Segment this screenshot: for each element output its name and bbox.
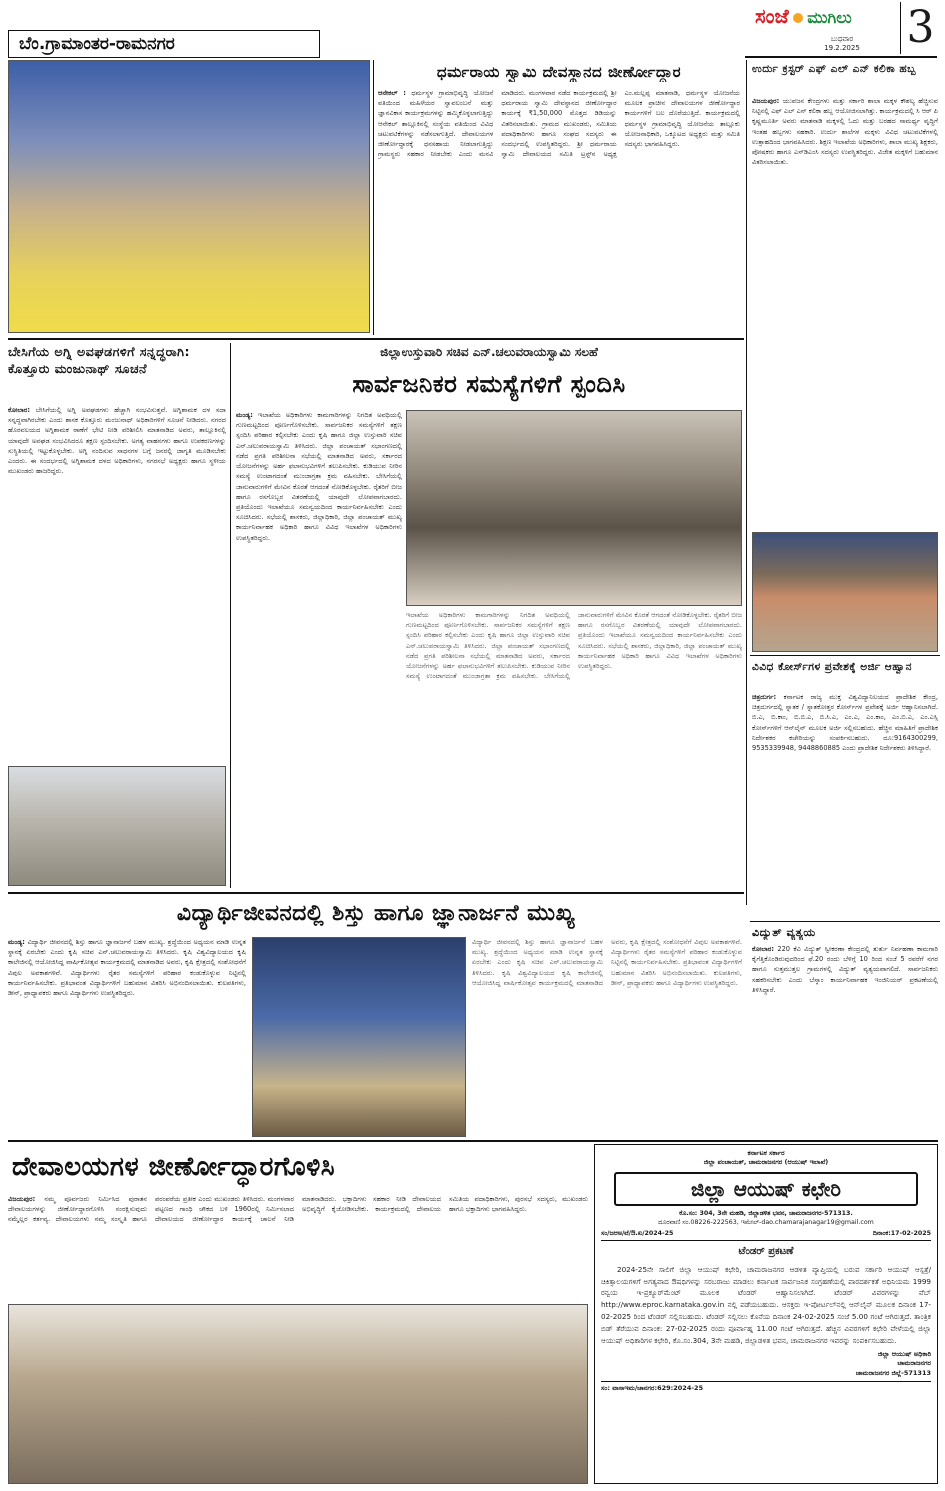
- story1-dateline: ಆನೇಕಲ್ :: [378, 89, 406, 97]
- story6-body: [752, 944, 938, 1134]
- story5-body: [752, 692, 938, 918]
- story4-body-right: [406, 610, 742, 888]
- tender-ref-no: ಸಂ/ಜಆಅ/ಟೆ/ಔ.ಖ/2024-25: [601, 1230, 674, 1238]
- section-label-box: [8, 30, 320, 58]
- story1-headline: ಧರ್ಮರಾಯ ಸ್ವಾಮಿ ದೇವಸ್ಥಾನದ ಜೀರ್ಣೋದ್ಧಾರ: [436, 63, 682, 81]
- story5-headline: ವಿವಿಧ ಕೋರ್ಸ್‌ಗಳ ಪ್ರವೇಶಕ್ಕೆ ಅರ್ಜಿ ಆಹ್ವಾನ: [752, 661, 912, 673]
- tender-dept-line: ಜಿಲ್ಲಾ ಪಂಚಾಯತ್, ಚಾಮರಾಜನಗರ (ಆಯುಷ್ ಇಲಾಖೆ): [703, 1158, 829, 1167]
- story7-body-right: [472, 937, 742, 1137]
- story8-dateline: ವಿಜಯಪುರ:: [8, 1195, 36, 1203]
- story4-kicker: ಜಿಲ್ಲಾಉಸ್ತುವಾರಿ ಸಚಿವ ಎನ್.ಚಲುವರಾಯಸ್ವಾಮಿ ಸಲಹೆ: [380, 345, 598, 359]
- story7-headline: ವಿದ್ಯಾರ್ಥಿಜೀವನದಲ್ಲಿ ಶಿಸ್ತು ಹಾಗೂ ಜ್ಞಾನಾರ್ಜನೆ ಮುಖ್ಯ: [176, 901, 576, 926]
- story1-text: ಧರ್ಮಸ್ಥಳ ಗ್ರಾಮಾಭಿವೃದ್ಧಿ ಯೋಜನೆ ವತಿಯಿಂದ ಮಹಿಳೆಯರ ಸ್ವಾವಲಂಬನೆ ಮತ್ತು ಜ್ಞಾನವಿಕಾಸ ಕಾರ್ಯಕ್ರಮಗಳನ್ನು ಹಮ್ಮಿಕೊಳ್ಳಲಾಗುತ್ತಿದ್ದು ಆನೇಕಲ್ ತಾಲ್ಲೂಕಿನಲ್ಲಿ ಸಂಸ್ಥೆಯ ವತಿಯಿಂದ ವಿವಿಧ ಚಟುವಟಿಕೆಗಳನ್ನು ನಡೆಸಲಾಗುತ್ತಿದೆ. ದೇವಾಲಯಗಳ ಜೀರ್ಣೋದ್ಧಾರಕ್ಕೆ ಧನಸಹಾಯ ನೀಡಲಾಗುತ್ತಿದ್ದು ಗ್ರಾಮಸ್ಥರು ಸಹಕಾರ ನೀಡಬೇಕು ಎಂದು ಮನವಿ ಮಾಡಿದರು. ಮಂಗಳವಾರ ನಡೆದ ಕಾರ್ಯಕ್ರಮದಲ್ಲಿ ಶ್ರೀ ಧರ್ಮರಾಯ ಸ್ವಾಮಿ ದೇವಸ್ಥಾನದ ಜೀರ್ಣೋದ್ಧಾರ ಕಾರ್ಯಕ್ಕೆ ₹1,50,000 ಮೊತ್ತದ ಡಿಡಿಯನ್ನು ವಿತರಿಸಲಾಯಿತು. ಗ್ರಾಮದ ಮುಖಂಡರು, ಸಮಿತಿಯ ಪದಾಧಿಕಾರಿಗಳು ಹಾಗೂ ಸಂಘದ ಸದಸ್ಯರು ಈ ಸಂದರ್ಭದಲ್ಲಿ ಉಪಸ್ಥಿತರಿದ್ದರು. ಶ್ರೀ ಧರ್ಮರಾಯ ಸ್ವಾಮಿ ದೇವಾಲಯದ ಸಮಿತಿ ಟ್ರಸ್ಟ್‌ನ ಅಧ್ಯಕ್ಷ ಎಂ.ಮಲ್ಲಪ್ಪ ಮಾತನಾಡಿ, ಧರ್ಮಸ್ಥಳ ಯೋಜನೆಯ ಮೂಲಕ ಪ್ರಾಚೀನ ದೇವಾಲಯಗಳ ಜೀರ್ಣೋದ್ಧಾರ ಕಾರ್ಯಗಳಿಗೆ ಬಲ ದೊರೆಯುತ್ತಿದೆ. ಕಾರ್ಯಕ್ರಮದಲ್ಲಿ ಧರ್ಮಸ್ಥಳ ಗ್ರಾಮಾಭಿವೃದ್ಧಿ ಯೋಜನೆಯ ತಾಲ್ಲೂಕು ಯೋಜನಾಧಿಕಾರಿ, ಒಕ್ಕೂಟದ ಅಧ್ಯಕ್ಷರು ಮತ್ತು ಸಮಿತಿ ಸದಸ್ಯರು ಭಾಗವಹಿಸಿದ್ದರು.: [378, 89, 740, 159]
- story7-text: ವಿದ್ಯಾರ್ಥಿ ಜೀವನದಲ್ಲಿ ಶಿಸ್ತು ಹಾಗೂ ಜ್ಞಾನಾರ್ಜನೆ ಬಹಳ ಮುಖ್ಯ. ಶ್ರದ್ಧೆಯಿಂದ ಅಧ್ಯಯನ ಮಾಡಿ ಉನ್ನತ ಸ್ಥಾನಕ್ಕೆ ಏರಬೇಕು ಎಂದು ಕೃಷಿ ಸಚಿವ ಎನ್.ಚಲುವರಾಯಸ್ವಾಮಿ ತಿಳಿಸಿದರು. ಕೃಷಿ ವಿಶ್ವವಿದ್ಯಾಲಯದ ಕೃಷಿ ಕಾಲೇಜಿನಲ್ಲಿ ಆಯೋಜಿಸಿದ್ದ ವಾರ್ಷಿಕೋತ್ಸವ ಕಾರ್ಯಕ್ರಮದಲ್ಲಿ ಮಾತನಾಡಿದ ಅವರು, ಕೃಷಿ ಕ್ಷೇತ್ರದಲ್ಲಿ ಸಂಶೋಧನೆಗೆ ವಿಪುಲ ಅವಕಾಶಗಳಿವೆ. ವಿದ್ಯಾರ್ಥಿಗಳು ರೈತರ ಸಮಸ್ಯೆಗಳಿಗೆ ಪರಿಹಾರ ಕಂಡುಕೊಳ್ಳುವ ನಿಟ್ಟಿನಲ್ಲಿ ಕಾರ್ಯನಿರ್ವಹಿಸಬೇಕು. ಪ್ರತಿಭಾವಂತ ವಿದ್ಯಾರ್ಥಿಗಳಿಗೆ ಬಹುಮಾನ ವಿತರಿಸಿ ಅಭಿನಂದಿಸಲಾಯಿತು. ಕುಲಪತಿಗಳು, ಡೀನ್, ಪ್ರಾಧ್ಯಾಪಕರು ಹಾಗೂ ವಿದ್ಯಾರ್ಥಿಗಳು ಉಪಸ್ಥಿತರಿದ್ದರು.: [8, 938, 246, 998]
- masthead-part1: ಸಂಜೆ: [755, 4, 789, 28]
- story7-dateline: ಮಂಡ್ಯ:: [8, 938, 25, 946]
- story2-body: [752, 96, 938, 528]
- divider: [373, 60, 374, 335]
- kalika-habba-photo: [752, 532, 938, 652]
- story4-headline: ಸಾರ್ವಜನಿಕರ ಸಮಸ್ಯೆಗಳಿಗೆ ಸ್ಪಂದಿಸಿ: [352, 370, 626, 398]
- college-event-photo: [252, 937, 466, 1137]
- story4-dateline: ಮಂಡ್ಯ:: [236, 411, 253, 419]
- story2-headline: ಉರ್ದು ಕ್ರಸ್ಟರ್ ಎಫ್ ಎಲ್ ಎನ್ ಕಲಿಕಾ ಹಬ್ಬ: [752, 63, 916, 75]
- story3-text: ಬೇಸಿಗೆಯಲ್ಲಿ ಅಗ್ನಿ ಅವಘಡಗಳು ಹೆಚ್ಚಾಗಿ ಸಂಭವಿಸುತ್ತವೆ. ಅಗ್ನಿಶಾಮಕ ದಳ ಸದಾ ಸನ್ನದ್ಧವಾಗಿರಬೇಕು ಎಂದು ಶಾಸಕ ಕೊತ್ತೂರು ಮಂಜುನಾಥ್ ಅಧಿಕಾರಿಗಳಿಗೆ ಸೂಚನೆ ನೀಡಿದರು. ನಗರದ ಹೊರವಲಯದ ಅಗ್ನಿಶಾಮಕ ಠಾಣೆಗೆ ಭೇಟಿ ನೀಡಿ ಪರಿಶೀಲಿಸಿ ಮಾತನಾಡಿದ ಅವರು, ತಾಲ್ಲೂಕಿನಲ್ಲಿ ಯಾವುದೇ ಅವಘಡ ಸಂಭವಿಸಿದರೂ ತಕ್ಷಣ ಸ್ಪಂದಿಸಬೇಕು. ಅಗತ್ಯ ವಾಹನಗಳು ಹಾಗೂ ಉಪಕರಣಗಳನ್ನು ಸುಸ್ಥಿತಿಯಲ್ಲಿ ಇಟ್ಟುಕೊಳ್ಳಬೇಕು. ಅಗ್ನಿ ನಂದಿಸುವ ಸಾಧನಗಳ ಬಗ್ಗೆ ಜನರಲ್ಲಿ ಜಾಗೃತಿ ಮೂಡಿಸಬೇಕು ಎಂದರು. ಈ ಸಂದರ್ಭದಲ್ಲಿ ಅಗ್ನಿಶಾಮಕ ದಳದ ಅಧಿಕಾರಿಗಳು, ನಗರಸಭೆ ಅಧ್ಯಕ್ಷರು ಹಾಗೂ ಸ್ಥಳೀಯ ಮುಖಂಡರು ಹಾಜರಿದ್ದರು.: [8, 406, 226, 476]
- story4-body-left: [236, 410, 402, 888]
- story6-dateline: ಕೋಲಾರ:: [752, 945, 775, 953]
- story3-headline: ಬೇಸಿಗೆಯ ಅಗ್ನಿ ಅವಘಡಗಳಿಗೆ ಸನ್ನದ್ಧರಾಗಿ: ಕೊತ್ತೂರು ಮಂಜುನಾಥ್ ಸೂಚನೆ: [8, 344, 191, 376]
- temple-group-photo: [8, 1304, 588, 1484]
- story7-body-left: [8, 937, 246, 1137]
- review-meeting-photo: [406, 410, 742, 606]
- story4-text-continued: ಇಲಾಖೆಯ ಅಧಿಕಾರಿಗಳು ಕಾಮಗಾರಿಗಳನ್ನು ನಿಗದಿತ ಅವಧಿಯಲ್ಲಿ ಗುಣಮಟ್ಟದಿಂದ ಪೂರ್ಣಗೊಳಿಸಬೇಕು. ಸಾರ್ವಜನಿಕರ ಸಮಸ್ಯೆಗಳಿಗೆ ತಕ್ಷಣ ಸ್ಪಂದಿಸಿ ಪರಿಹಾರ ಕಲ್ಪಿಸಬೇಕು ಎಂದು ಕೃಷಿ ಹಾಗೂ ಜಿಲ್ಲಾ ಉಸ್ತುವಾರಿ ಸಚಿವ ಎನ್.ಚಲುವರಾಯಸ್ವಾಮಿ ತಿಳಿಸಿದರು. ಜಿಲ್ಲಾ ಪಂಚಾಯತ್ ಸಭಾಂಗಣದಲ್ಲಿ ನಡೆದ ಪ್ರಗತಿ ಪರಿಶೀಲನಾ ಸಭೆಯಲ್ಲಿ ಮಾತನಾಡಿದ ಅವರು, ಸರ್ಕಾರದ ಯೋಜನೆಗಳನ್ನು ಅರ್ಹ ಫಲಾನುಭವಿಗಳಿಗೆ ತಲುಪಿಸಬೇಕು. ಕುಡಿಯುವ ನೀರಿನ ಸಮಸ್ಯೆ ಉಂಟಾಗದಂತೆ ಮುಂಜಾಗ್ರತಾ ಕ್ರಮ ವಹಿಸಬೇಕು. ಬೇಸಿಗೆಯಲ್ಲಿ ಜಾನುವಾರುಗಳಿಗೆ ಮೇವಿನ ಕೊರತೆ ಆಗದಂತೆ ನೋಡಿಕೊಳ್ಳಬೇಕು. ರೈತರಿಗೆ ಬೀಜ ಹಾಗೂ ರಸಗೊಬ್ಬರ ವಿತರಣೆಯಲ್ಲಿ ಯಾವುದೇ ಲೋಪವಾಗಬಾರದು. ಪ್ರತಿಯೊಂದು ಇಲಾಖೆಯೂ ಸಮನ್ವಯದಿಂದ ಕಾರ್ಯನಿರ್ವಹಿಸಬೇಕು ಎಂದು ಸೂಚಿಸಿದರು. ಸಭೆಯಲ್ಲಿ ಶಾಸಕರು, ಜಿಲ್ಲಾಧಿಕಾರಿ, ಜಿಲ್ಲಾ ಪಂಚಾಯತ್ ಮುಖ್ಯ ಕಾರ್ಯನಿರ್ವಾಹಕ ಅಧಿಕಾರಿ ಹಾಗೂ ವಿವಿಧ ಇಲಾಖೆಗಳ ಅಧಿಕಾರಿಗಳು ಉಪಸ್ಥಿತರಿದ್ದರು.: [406, 611, 742, 681]
- story5-dateline: ಚಿತ್ರದುರ್ಗ:: [752, 693, 777, 701]
- tender-signatory-2: ಚಾಮರಾಜನಗರ: [897, 1359, 931, 1368]
- tender-footer-no: ಸಂ: ವಾಸಾಇಮ/ಚಾನಗರ:629:2024-25: [601, 1381, 931, 1393]
- masthead-part2: ಮುಗಿಲು: [807, 8, 852, 27]
- story5-text: ಕರ್ನಾಟಕ ರಾಜ್ಯ ಮುಕ್ತ ವಿಶ್ವವಿದ್ಯಾನಿಲಯದ ಪ್ರಾದೇಶಿಕ ಕೇಂದ್ರ, ಚಿತ್ರದುರ್ಗದಲ್ಲಿ ಸ್ನಾತಕ / ಸ್ನಾತಕೋತ್ತರ ಕೋರ್ಸ್‌ಗಳ ಪ್ರವೇಶಕ್ಕೆ ಅರ್ಜಿ ಆಹ್ವಾನಿಸಲಾಗಿದೆ. ಬಿ.ಎ, ಬಿ.ಕಾಂ, ಬಿ.ಬಿ.ಎ, ಬಿ.ಸಿ.ಎ, ಎಂ.ಎ, ಎಂ.ಕಾಂ, ಎಂ.ಬಿ.ಎ, ಎಂ.ಎಸ್ಸಿ ಕೋರ್ಸ್‌ಗಳಿಗೆ ಆನ್‌ಲೈನ್ ಮೂಲಕ ಅರ್ಜಿ ಸಲ್ಲಿಸಬಹುದು. ಹೆಚ್ಚಿನ ಮಾಹಿತಿಗೆ ಪ್ರಾದೇಶಿಕ ನಿರ್ದೇಶಕರ ಕಚೇರಿಯನ್ನು ಸಂಪರ್ಕಿಸಬಹುದು. ದೂ:9164300299, 9535339948, 9448860885 ಎಂದು ಪ್ರಾದೇಶಿಕ ನಿರ್ದೇಶಕರು ತಿಳಿಸಿದ್ದಾರೆ.: [752, 693, 938, 753]
- masthead-weekday: ಬುಧವಾರ: [830, 35, 854, 43]
- story7-text-continued: ವಿದ್ಯಾರ್ಥಿ ಜೀವನದಲ್ಲಿ ಶಿಸ್ತು ಹಾಗೂ ಜ್ಞಾನಾರ್ಜನೆ ಬಹಳ ಮುಖ್ಯ. ಶ್ರದ್ಧೆಯಿಂದ ಅಧ್ಯಯನ ಮಾಡಿ ಉನ್ನತ ಸ್ಥಾನಕ್ಕೆ ಏರಬೇಕು ಎಂದು ಕೃಷಿ ಸಚಿವ ಎನ್.ಚಲುವರಾಯಸ್ವಾಮಿ ತಿಳಿಸಿದರು. ಕೃಷಿ ವಿಶ್ವವಿದ್ಯಾಲಯದ ಕೃಷಿ ಕಾಲೇಜಿನಲ್ಲಿ ಆಯೋಜಿಸಿದ್ದ ವಾರ್ಷಿಕೋತ್ಸವ ಕಾರ್ಯಕ್ರಮದಲ್ಲಿ ಮಾತನಾಡಿದ ಅವರು, ಕೃಷಿ ಕ್ಷೇತ್ರದಲ್ಲಿ ಸಂಶೋಧನೆಗೆ ವಿಪುಲ ಅವಕಾಶಗಳಿವೆ. ವಿದ್ಯಾರ್ಥಿಗಳು ರೈತರ ಸಮಸ್ಯೆಗಳಿಗೆ ಪರಿಹಾರ ಕಂಡುಕೊಳ್ಳುವ ನಿಟ್ಟಿನಲ್ಲಿ ಕಾರ್ಯನಿರ್ವಹಿಸಬೇಕು. ಪ್ರತಿಭಾವಂತ ವಿದ್ಯಾರ್ಥಿಗಳಿಗೆ ಬಹುಮಾನ ವಿತರಿಸಿ ಅಭಿನಂದಿಸಲಾಯಿತು. ಕುಲಪತಿಗಳು, ಡೀನ್, ಪ್ರಾಧ್ಯಾಪಕರು ಹಾಗೂ ವಿದ್ಯಾರ್ಥಿಗಳು ಉಪಸ್ಥಿತರಿದ್ದರು.: [472, 938, 742, 987]
- story6-headline: ವಿದ್ಯುತ್ ವ್ಯತ್ಯಯ: [752, 926, 816, 939]
- divider: [230, 343, 231, 888]
- section-label: ಬೆಂ.ಗ್ರಾಮಾಂತರ-ರಾಮನಗರ: [19, 34, 175, 54]
- story2-text: ಯುವಜನ ಕೇಂದ್ರಗಳು ಮತ್ತು ಸರ್ಕಾರಿ ಶಾಲಾ ಮಕ್ಕಳ ಕೌಶಲ್ಯ ಹೆಚ್ಚಿಸುವ ನಿಟ್ಟಿನಲ್ಲಿ ಎಫ್ ಎಲ್ ಎನ್ ಕಲಿಕಾ ಹಬ್ಬ ಆಯೋಜಿಸಲಾಗಿತ್ತು. ಕಾರ್ಯಕ್ರಮದಲ್ಲಿ ಸಿ ಆರ್ ಪಿ ಕೃಷ್ಣಮೂರ್ತಿ ಅವರು ಮಾತನಾಡಿ ಮಕ್ಕಳಲ್ಲಿ ಓದು ಮತ್ತು ಬರಹದ ಸಾಮರ್ಥ್ಯ ವೃದ್ಧಿಗೆ ಇಂತಹ ಹಬ್ಬಗಳು ಸಹಕಾರಿ. ಉರ್ದು ಶಾಲೆಗಳ ಮಕ್ಕಳು ವಿವಿಧ ಚಟುವಟಿಕೆಗಳಲ್ಲಿ ಉತ್ಸಾಹದಿಂದ ಭಾಗವಹಿಸಿದರು. ಶಿಕ್ಷಣ ಇಲಾಖೆಯ ಅಧಿಕಾರಿಗಳು, ಶಾಲಾ ಮುಖ್ಯ ಶಿಕ್ಷಕರು, ಪೋಷಕರು ಹಾಗೂ ಎಸ್‌ಡಿಎಂಸಿ ಸದಸ್ಯರು ಉಪಸ್ಥಿತರಿದ್ದರು. ವಿಜೇತ ಮಕ್ಕಳಿಗೆ ಬಹುಮಾನ ವಿತರಿಸಲಾಯಿತು.: [752, 97, 938, 167]
- divider: [8, 338, 744, 340]
- fire-station-photo: [8, 766, 226, 886]
- story8-text: ನಮ್ಮ ಪೂರ್ವಜರು ನಿರ್ಮಿಸಿದ ಪುರಾತನ ದೇವಾಲಯಗಳನ್ನು ಜೀರ್ಣೋದ್ಧಾರಗೊಳಿಸಿ ಸಂರಕ್ಷಿಸುವುದು ನಮ್ಮೆಲ್ಲರ ಕರ್ತವ್ಯ. ದೇವಾಲಯಗಳು ನಮ್ಮ ಸಂಸ್ಕೃತಿ ಹಾಗೂ ಪರಂಪರೆಯ ಪ್ರತೀಕ ಎಂದು ಮುಖಂಡರು ತಿಳಿಸಿದರು. ಮಂಗಳವಾರ ಪಟ್ಟಣದ ಗಾಂಧಿ ಚೌಕದ ಬಳಿ 1960ರಲ್ಲಿ ನಿರ್ಮಿಸಲಾದ ದೇವಾಲಯದ ಜೀರ್ಣೋದ್ಧಾರ ಕಾರ್ಯಕ್ಕೆ ಚಾಲನೆ ನೀಡಿ ಮಾತನಾಡಿದರು. ಭಕ್ತಾದಿಗಳು ಸಹಕಾರ ನೀಡಿ ದೇವಾಲಯದ ಅಭಿವೃದ್ಧಿಗೆ ಕೈಜೋಡಿಸಬೇಕು. ಕಾರ್ಯಕ್ರಮದಲ್ಲಿ ದೇವಾಲಯ ಸಮಿತಿಯ ಪದಾಧಿಕಾರಿಗಳು, ಪುರಸಭೆ ಸದಸ್ಯರು, ಮುಖಂಡರು ಹಾಗೂ ಭಕ್ತಾದಿಗಳು ಭಾಗವಹಿಸಿದ್ದರು.: [8, 1195, 588, 1224]
- story8-body: [8, 1194, 588, 1300]
- divider: [8, 1140, 938, 1142]
- story1-body: [378, 88, 740, 334]
- story3-body: [8, 405, 226, 763]
- divider: [8, 892, 744, 894]
- tender-notice: [594, 1144, 938, 1484]
- story2-dateline: ವಿಜಯಪುರ:: [752, 97, 780, 105]
- story4-text: ಇಲಾಖೆಯ ಅಧಿಕಾರಿಗಳು ಕಾಮಗಾರಿಗಳನ್ನು ನಿಗದಿತ ಅವಧಿಯಲ್ಲಿ ಗುಣಮಟ್ಟದಿಂದ ಪೂರ್ಣಗೊಳಿಸಬೇಕು. ಸಾರ್ವಜನಿಕರ ಸಮಸ್ಯೆಗಳಿಗೆ ತಕ್ಷಣ ಸ್ಪಂದಿಸಿ ಪರಿಹಾರ ಕಲ್ಪಿಸಬೇಕು ಎಂದು ಕೃಷಿ ಹಾಗೂ ಜಿಲ್ಲಾ ಉಸ್ತುವಾರಿ ಸಚಿವ ಎನ್.ಚಲುವರಾಯಸ್ವಾಮಿ ತಿಳಿಸಿದರು. ಜಿಲ್ಲಾ ಪಂಚಾಯತ್ ಸಭಾಂಗಣದಲ್ಲಿ ನಡೆದ ಪ್ರಗತಿ ಪರಿಶೀಲನಾ ಸಭೆಯಲ್ಲಿ ಮಾತನಾಡಿದ ಅವರು, ಸರ್ಕಾರದ ಯೋಜನೆಗಳನ್ನು ಅರ್ಹ ಫಲಾನುಭವಿಗಳಿಗೆ ತಲುಪಿಸಬೇಕು. ಕುಡಿಯುವ ನೀರಿನ ಸಮಸ್ಯೆ ಉಂಟಾಗದಂತೆ ಮುಂಜಾಗ್ರತಾ ಕ್ರಮ ವಹಿಸಬೇಕು. ಬೇಸಿಗೆಯಲ್ಲಿ ಜಾನುವಾರುಗಳಿಗೆ ಮೇವಿನ ಕೊರತೆ ಆಗದಂತೆ ನೋಡಿಕೊಳ್ಳಬೇಕು. ರೈತರಿಗೆ ಬೀಜ ಹಾಗೂ ರಸಗೊಬ್ಬರ ವಿತರಣೆಯಲ್ಲಿ ಯಾವುದೇ ಲೋಪವಾಗಬಾರದು. ಪ್ರತಿಯೊಂದು ಇಲಾಖೆಯೂ ಸಮನ್ವಯದಿಂದ ಕಾರ್ಯನಿರ್ವಹಿಸಬೇಕು ಎಂದು ಸೂಚಿಸಿದರು. ಸಭೆಯಲ್ಲಿ ಶಾಸಕರು, ಜಿಲ್ಲಾಧಿಕಾರಿ, ಜಿಲ್ಲಾ ಪಂಚಾಯತ್ ಮುಖ್ಯ ಕಾರ್ಯನಿರ್ವಾಹಕ ಅಧಿಕಾರಿ ಹಾಗೂ ವಿವಿಧ ಇಲಾಖೆಗಳ ಅಧಿಕಾರಿಗಳು ಉಪಸ್ಥಿತರಿದ್ದರು.: [236, 411, 402, 542]
- tender-signatory-3: ಚಾಮರಾಜನಗರ ಜಿಲ್ಲೆ-571313: [855, 1368, 931, 1377]
- masthead-date: 19.2.2025: [824, 44, 860, 52]
- divider: [746, 60, 747, 905]
- divider: [750, 655, 940, 656]
- tender-contact: ದೂರವಾಣಿ ಸಂ.08226-222563, ಇಮೇಲ್-dao.chamarajanagar19@gmail.com: [658, 1218, 874, 1226]
- masthead: [755, 2, 905, 36]
- tender-notice-body: 2024-25ನೇ ಸಾಲಿಗೆ ಜಿಲ್ಲಾ ಆಯುಷ್ ಕಛೇರಿ, ಚಾಮರಾಜನಗರ ಆಡಳಿತ ವ್ಯಾಪ್ತಿಯಲ್ಲಿ ಬರುವ ಸರ್ಕಾರಿ ಆಯುಷ್ ಆಸ್ಪತ್ರೆ/ಚಿಕಿತ್ಸಾಲಯಗಳಿಗೆ ಅಗತ್ಯವಾದ ಔಷಧಿಗಳನ್ನು ಸರಬರಾಜು ಮಾಡಲು ಕರ್ನಾಟಕ ಸಾರ್ವಜನಿಕ ಸಂಗ್ರಹಣೆಯಲ್ಲಿ ಪಾರದರ್ಶಕತೆ ಅಧಿನಿಯಮ 1999 ರನ್ವಯ ಇ-ಪ್ರಕ್ಯೂರ್‌ಮೆಂಟ್ ಮೂಲಕ ಟೆಂಡರ್ ಆಹ್ವಾನಿಸಲಾಗಿದೆ. ಟೆಂಡರ್ ವಿವರಗಳನ್ನು ವೆಬ್ http://www.eproc.karnataka.gov.in ನಲ್ಲಿ ಪಡೆಯಬಹುದು. ಆಸಕ್ತರು ಇ-ಪೋರ್ಟಲ್‌ನಲ್ಲಿ ಆನ್‌ಲೈನ್ ಮೂಲಕ ದಿನಾಂಕ 17-02-2025 ರಿಂದ ಟೆಂಡರ್ ಸಲ್ಲಿಸಬಹುದು. ಟೆಂಡರ್ ಸಲ್ಲಿಸಲು ಕೊನೆಯ ದಿನಾಂಕ 24-02-2025 ಸಂಜೆ 5.00 ಗಂಟೆ ಆಗಿರುತ್ತದೆ. ತಾಂತ್ರಿಕ ಬಿಡ್ ತೆರೆಯುವ ದಿನಾಂಕ: 27-02-2025 ರಂದು ಪೂರ್ವಾಹ್ನ 11.00 ಗಂಟೆ ಆಗಿರುತ್ತದೆ. ಹೆಚ್ಚಿನ ವಿವರಗಳಿಗೆ ಕಛೇರಿ ವೇಳೆಯಲ್ಲಿ ಜಿಲ್ಲಾ ಆಯುಷ್ ಅಧಿಕಾರಿಗಳ ಕಛೇರಿ, ಕೊ.ಸಂ.304, 3ನೇ ಮಹಡಿ, ಜಿಲ್ಲಾಡಳಿತ ಭವನ, ಚಾಮರಾಜನಗರ ಇವರನ್ನು ಸಂಪರ್ಕಿಸಬಹುದು.: [601, 1264, 931, 1345]
- sun-icon: [793, 13, 803, 23]
- header-rule: [745, 56, 937, 58]
- tender-date: ದಿನಾಂಕ:17-02-2025: [872, 1230, 931, 1238]
- tender-title: ಜಿಲ್ಲಾ ಆಯುಷ್ ಕಛೇರಿ: [614, 1172, 918, 1206]
- page-number: 3: [900, 2, 940, 54]
- story8-headline: ದೇವಾಲಯಗಳ ಜೀರ್ಣೋದ್ಧಾರಗೊಳಿಸಿ: [12, 1152, 336, 1182]
- tender-notice-title: ಟೆಂಡರ್ ಪ್ರಕಟಣೆ: [738, 1246, 794, 1258]
- temple-donation-photo: [8, 60, 370, 333]
- story6-text: 220 ಕೆವಿ ವಿದ್ಯುತ್ ಸ್ವೀಕರಣಾ ಕೇಂದ್ರದಲ್ಲಿ ತುರ್ತು ನಿರ್ವಹಣಾ ಕಾಮಗಾರಿ ಕೈಗೆತ್ತಿಕೊಂಡಿರುವುದರಿಂದ ಫೆ.20 ರಂದು ಬೆಳಿಗ್ಗೆ 10 ರಿಂದ ಸಂಜೆ 5 ರವರೆಗೆ ನಗರ ಹಾಗೂ ಸುತ್ತಮುತ್ತಲ ಗ್ರಾಮಗಳಲ್ಲಿ ವಿದ್ಯುತ್ ವ್ಯತ್ಯಯವಾಗಲಿದೆ. ಸಾರ್ವಜನಿಕರು ಸಹಕರಿಸಬೇಕು ಎಂದು ಬೆಸ್ಕಾಂ ಕಾರ್ಯನಿರ್ವಾಹಕ ಇಂಜಿನಿಯರ್ ಪ್ರಕಟಣೆಯಲ್ಲಿ ತಿಳಿಸಿದ್ದಾರೆ.: [752, 945, 938, 994]
- tender-signatory-1: ಜಿಲ್ಲಾ ಆಯುಷ್ ಅಧಿಕಾರಿ: [877, 1349, 931, 1358]
- tender-address: ಕೊ.ಸಂ: 304, 3ನೇ ಮಹಡಿ, ಜಿಲ್ಲಾಡಳಿತ ಭವನ, ಚಾಮರಾಜನಗರ-571313.: [679, 1209, 853, 1217]
- divider: [750, 921, 940, 922]
- tender-govt-line: ಕರ್ನಾಟಕ ಸರ್ಕಾರ: [747, 1149, 785, 1157]
- story3-dateline: ಕೋಲಾರ:: [8, 406, 31, 414]
